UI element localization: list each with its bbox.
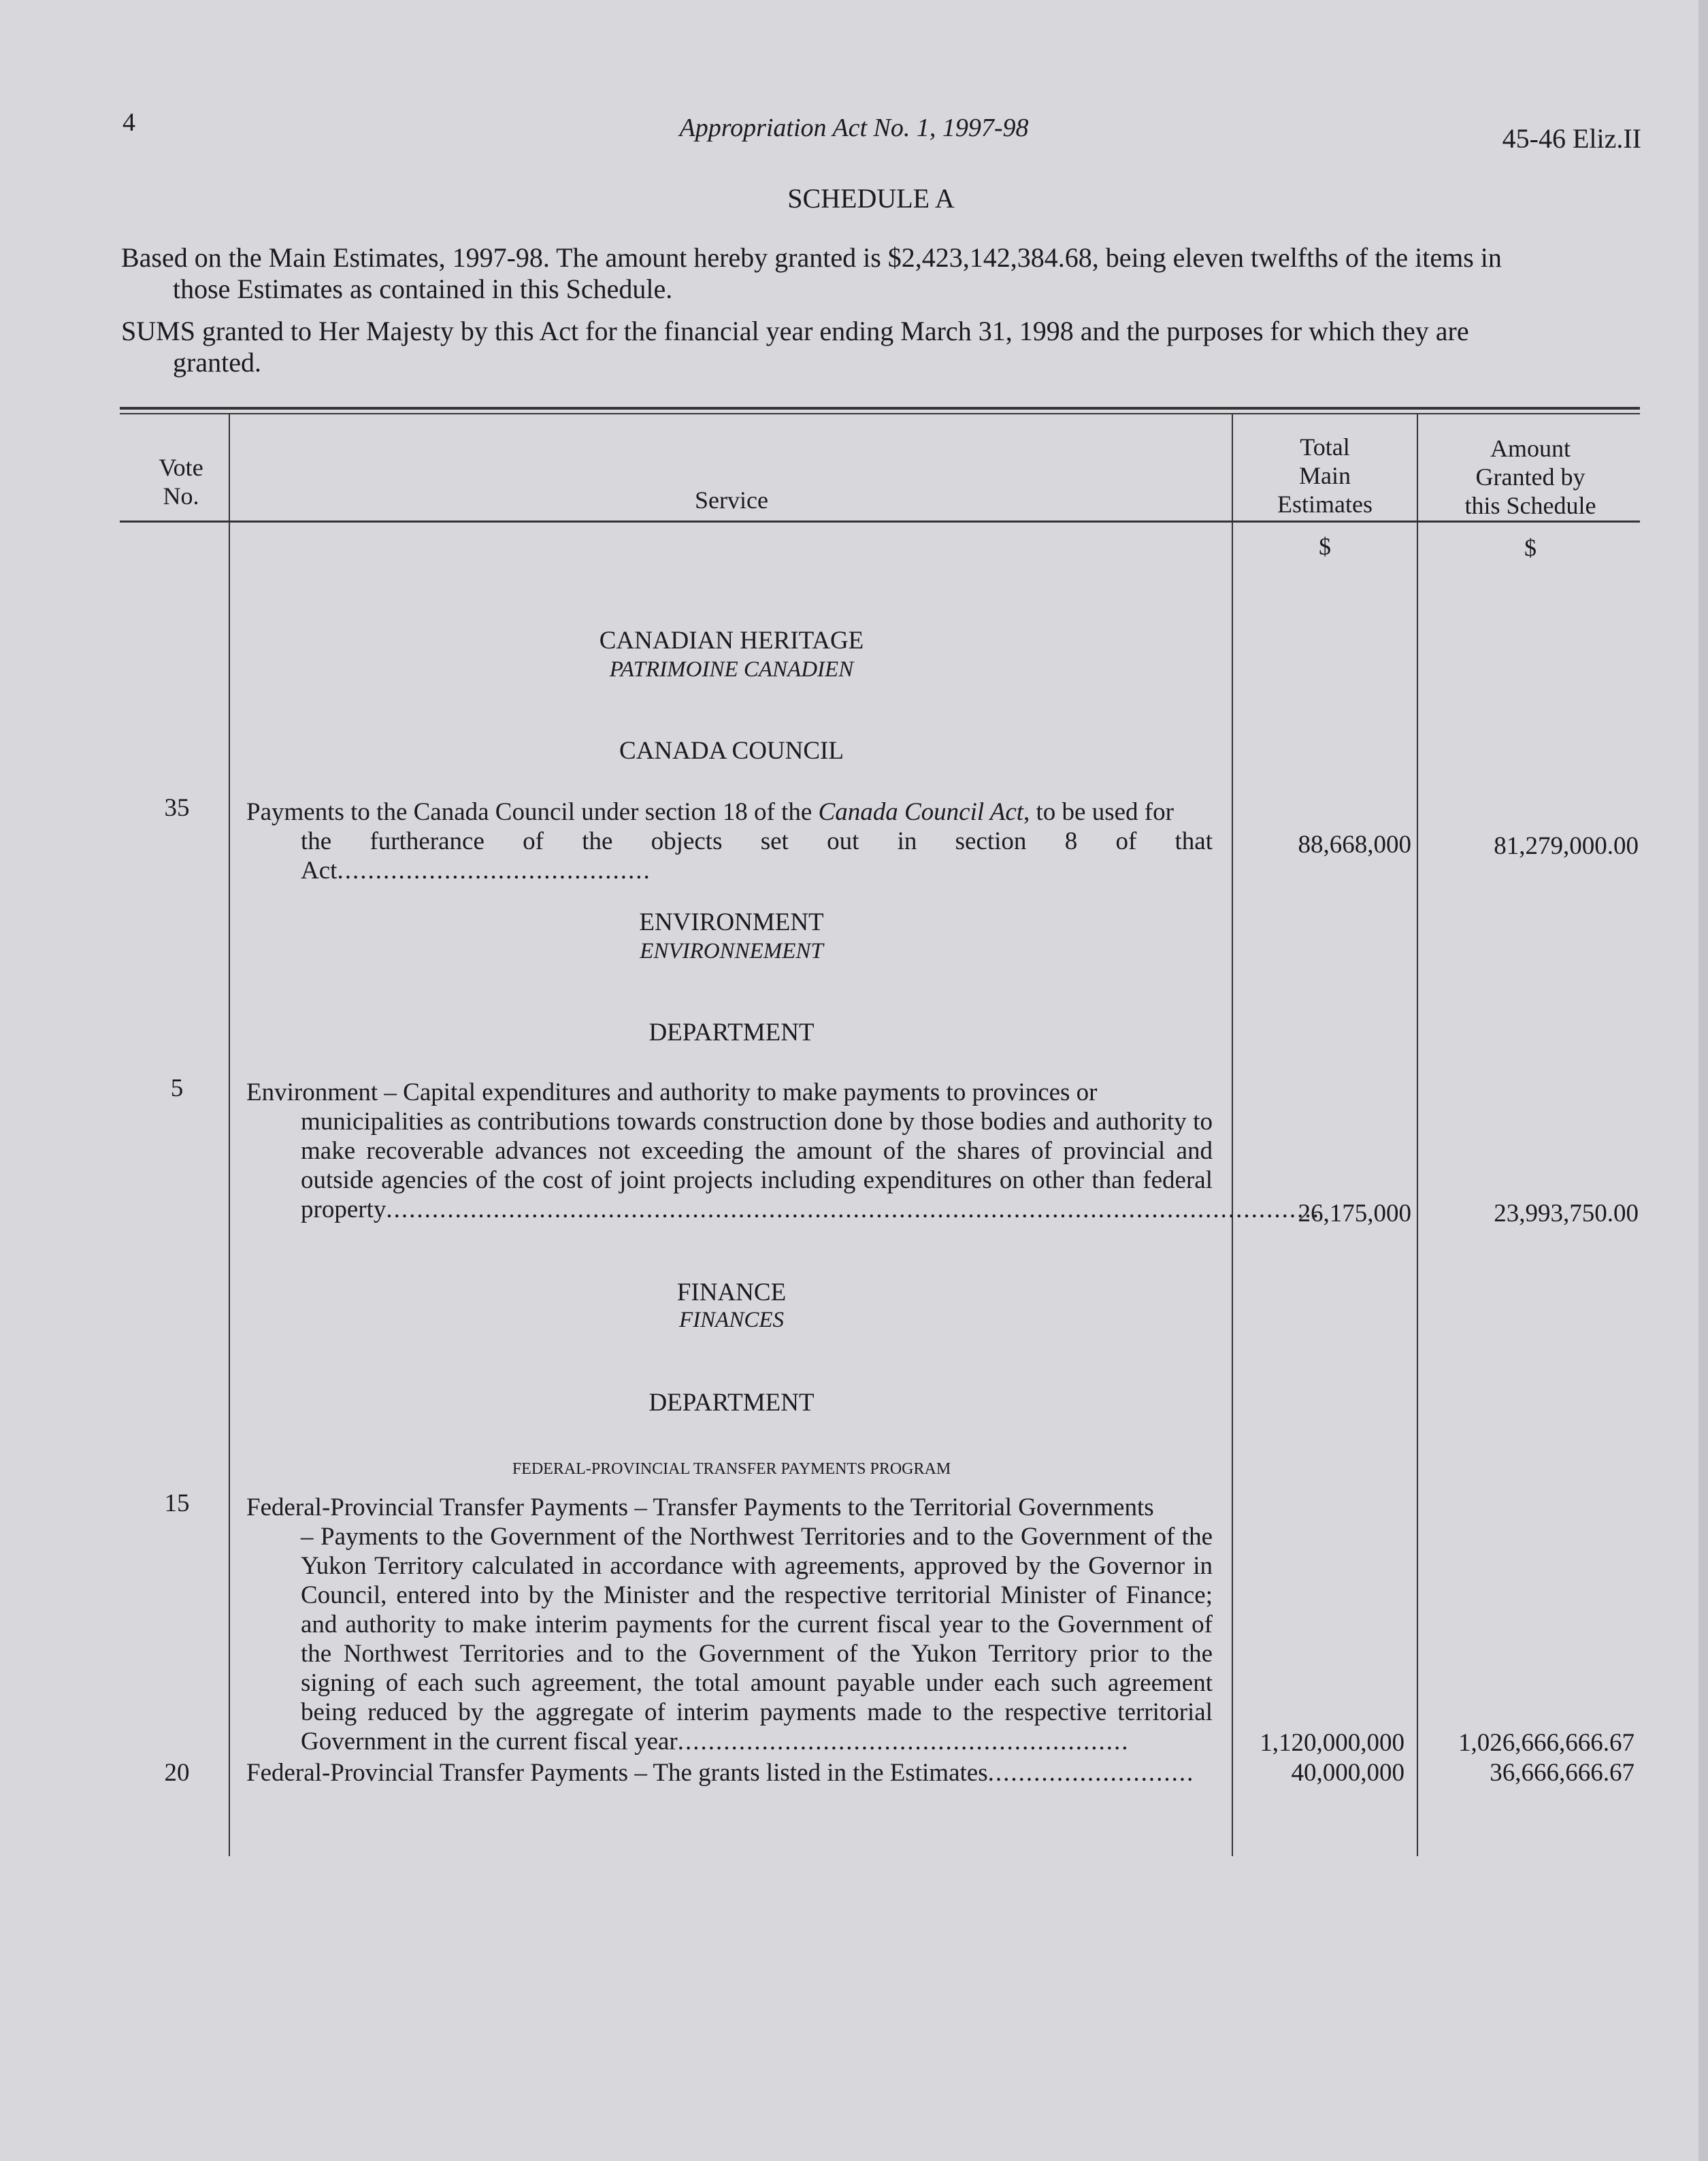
intro-paragraph-2 (121, 316, 1605, 378)
total-estimate: 1,120,000,000 (1260, 1729, 1405, 1757)
granted-header-line3: this Schedule (1464, 492, 1596, 519)
intro-p1-line1: Based on the Main Estimates, 1997-98. The amount hereby granted is $2,423,142,384.68, being eleven twelfths of the items in (121, 242, 1502, 273)
item-text: – Payments to the Government of the Northwest Territories and to the Government of the Yukon Territory calculated in accordance with agreements, approved by the Governor in Council, entered into by the Minister and the respective territorial Minister of Finance; and authority to make interim payments for the current fiscal year to the Government of the Northwest Territories and to the Government of the Yukon Territory prior to the signing of each such agreement, the total amount payable under each such agreement being reduced by the aggregate of interim payments made to the respective territorial Government in the current fiscal year (301, 1523, 1213, 1755)
dot-leader: ........................... (987, 1759, 1195, 1787)
granted-amount: 23,993,750.00 (1494, 1200, 1639, 1227)
column-header-service: Service (695, 486, 768, 514)
heading-environment: ENVIRONMENT (639, 908, 824, 936)
running-title: Appropriation Act No. 1, 1997-98 (679, 114, 1029, 142)
heading-canadian-heritage: CANADIAN HERITAGE (599, 627, 864, 655)
currency-granted: $ (1524, 534, 1537, 561)
vote-header-line1: Vote (159, 454, 203, 481)
table-top-rule (120, 407, 1640, 410)
granted-amount: 36,666,666.67 (1490, 1759, 1635, 1787)
item-text: Payments to the Canada Council under section 18 of the (246, 798, 819, 826)
column-header-vote (133, 453, 229, 510)
schedule-title: SCHEDULE A (787, 183, 955, 214)
item-text: municipalities as contributions towards construction done by those bodies and authority to make recoverable advances not exceeding the amount of the shares of provincial and outside agencies of the cost of joint projects including expenditures on other than federal property (301, 1108, 1213, 1223)
service-item-environment (246, 1078, 1320, 1224)
intro-paragraph-1 (121, 242, 1605, 305)
column-header-granted (1418, 434, 1643, 520)
item-text: the furtherance of the objects set out in section 8 of that Act (301, 827, 1213, 885)
intro-p1-line2: those Estimates as contained in this Schedule. (173, 274, 673, 304)
item-text: Environment – Capital expenditures and authority to make payments to provinces or (246, 1078, 1098, 1106)
vote-number: 5 (170, 1074, 184, 1102)
heading-environnement: ENVIRONNEMENT (640, 939, 823, 963)
heading-patrimoine-canadien: PATRIMOINE CANADIEN (609, 657, 854, 682)
total-estimate: 88,668,000 (1298, 831, 1411, 859)
table-header-rule (120, 521, 1640, 523)
service-item-transfer-territorial (246, 1493, 1213, 1756)
item-text: , to be used for (1023, 798, 1174, 826)
vote-number: 15 (164, 1489, 190, 1517)
vote-number: 20 (164, 1759, 190, 1787)
granted-header-line1: Amount (1490, 435, 1571, 462)
regnal-reference: 45-46 Eliz.II (1502, 123, 1641, 154)
page-edge (1698, 0, 1708, 2161)
intro-p2-line1: SUMS granted to Her Majesty by this Act for the financial year ending March 31, 1998 and the purposes for which they are (121, 316, 1469, 346)
total-header-line2: Main (1299, 462, 1351, 489)
dot-leader: ........................................................... (677, 1728, 1130, 1755)
heading-finance: FINANCE (676, 1279, 787, 1306)
vote-header-line2: No. (163, 482, 199, 510)
service-item-transfer-grants (246, 1758, 1213, 1787)
item-text: Federal-Provincial Transfer Payments – Transfer Payments to the Territorial Governments (246, 1494, 1154, 1521)
heading-canada-council: CANADA COUNCIL (619, 737, 844, 765)
dot-leader: ......................................... (337, 857, 651, 885)
column-divider-vote (229, 414, 230, 1856)
dot-leader: .......................................................................................................................... (386, 1195, 1320, 1223)
granted-header-line2: Granted by (1475, 463, 1586, 491)
granted-amount: 1,026,666,666.67 (1458, 1729, 1635, 1757)
total-header-line1: Total (1300, 433, 1350, 461)
heading-program: FEDERAL-PROVINCIAL TRANSFER PAYMENTS PROGRAM (512, 1460, 951, 1478)
service-item-canada-council (246, 797, 1213, 885)
column-divider-total (1417, 414, 1418, 1856)
heading-finances: FINANCES (679, 1308, 784, 1332)
total-estimate: 40,000,000 (1291, 1759, 1405, 1787)
item-text: Federal-Provincial Transfer Payments – The grants listed in the Estimates (246, 1759, 988, 1787)
granted-amount: 81,279,000.00 (1494, 832, 1639, 860)
act-name: Canada Council Act (818, 798, 1024, 826)
heading-department: DEPARTMENT (648, 1019, 815, 1046)
total-estimate: 26,175,000 (1298, 1200, 1411, 1227)
column-header-total (1233, 433, 1417, 518)
intro-p2-line2: granted. (173, 347, 261, 378)
column-divider-service (1232, 414, 1233, 1856)
currency-total: $ (1319, 533, 1331, 560)
page-number: 4 (122, 108, 135, 137)
table-top-rule-thin (120, 413, 1640, 414)
vote-number: 35 (164, 794, 190, 822)
total-header-line3: Estimates (1277, 491, 1373, 518)
heading-department: DEPARTMENT (648, 1389, 815, 1417)
